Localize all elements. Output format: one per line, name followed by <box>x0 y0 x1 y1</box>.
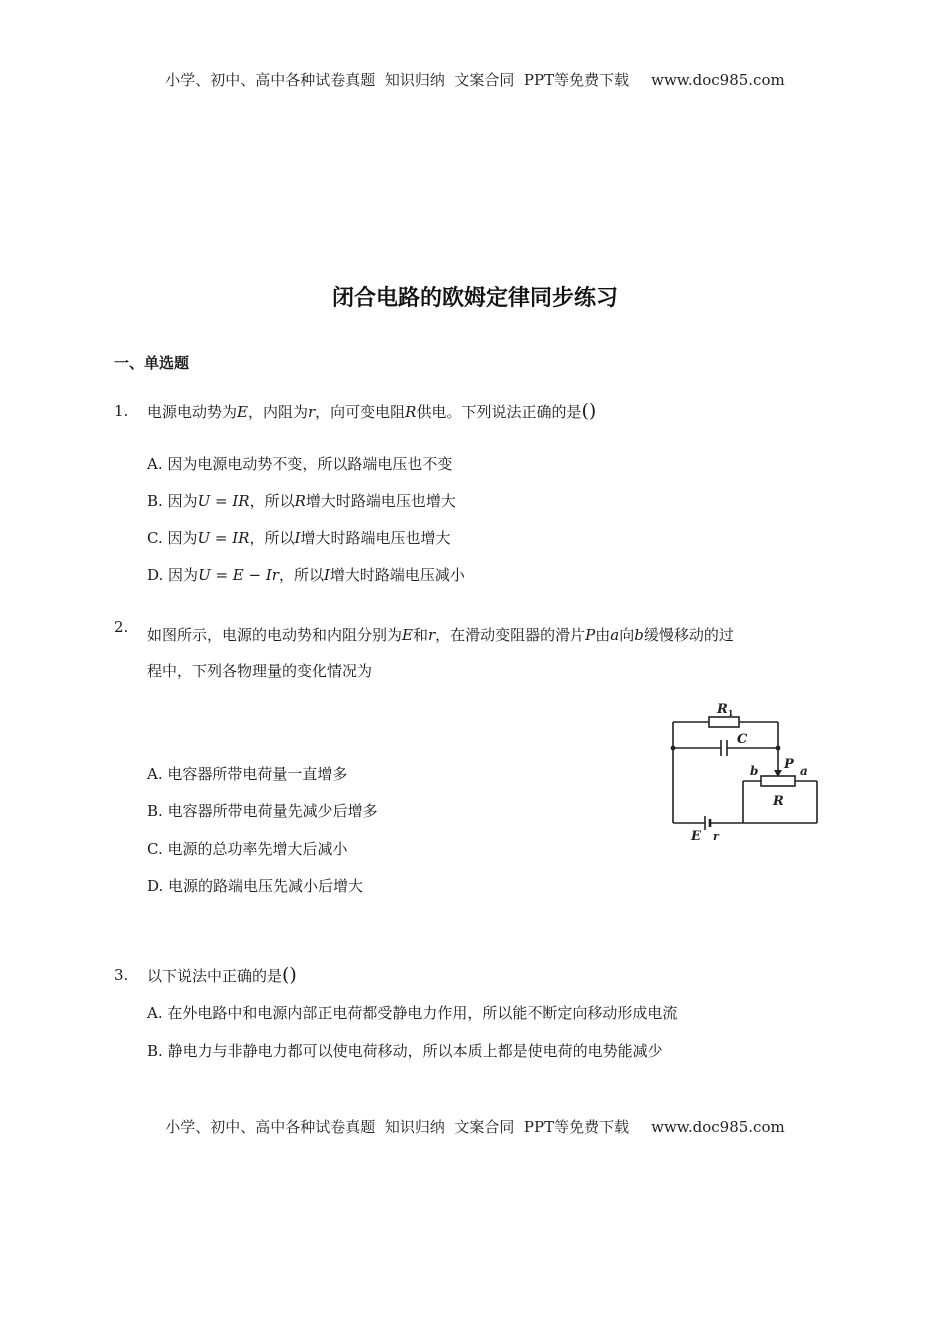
resistor-r1 <box>709 717 739 727</box>
label-r-internal: r <box>713 830 719 843</box>
q1-number: 1. <box>114 402 129 420</box>
q3-option-a[interactable]: A. 在外电路中和电源内部正电荷都受静电力作用，所以能不断定向移动形成电流 <box>147 1004 678 1022</box>
label-p: P <box>784 757 794 772</box>
label-r1: $R_1$ <box>717 702 734 718</box>
q3-number: 3. <box>114 966 129 984</box>
label-c: C <box>737 732 748 747</box>
q1-option-c[interactable]: C. 因为U = IR，所以I增大时路端电压也增大 <box>147 529 451 547</box>
label-r: R <box>773 794 784 809</box>
rheostat-r <box>761 776 795 786</box>
footer-text: 小学、初中、高中各种试卷真题 知识归纳 文案合同 PPT等免费下载 <box>165 1118 630 1136</box>
q1-stem: 电源电动势为E，内阻为r，向可变电阻R供电。下列说法正确的是() <box>147 400 597 422</box>
q2-option-c[interactable]: C. 电源的总功率先增大后减小 <box>147 840 348 858</box>
junction-left <box>671 746 676 751</box>
label-b: b <box>750 764 759 778</box>
junction-right <box>776 746 781 751</box>
q3-stem: 以下说法中正确的是() <box>147 964 297 986</box>
q2-stem: 如图所示，电源的电动势和内阻分别为E和r，在滑动变阻器的滑片P由a向b缓慢移动的过 程中，下列各物理量的变化情况为 <box>147 626 734 680</box>
q2-option-b[interactable]: B. 电容器所带电荷量先减少后增多 <box>147 802 378 820</box>
page-footer <box>0 1116 950 1137</box>
q3-option-b[interactable]: B. 静电力与非静电力都可以使电荷移动，所以本质上都是使电荷的电势能减少 <box>147 1042 663 1060</box>
section-heading: 一、单选题 <box>114 354 190 372</box>
q1-option-b[interactable]: B. 因为U = IR，所以R增大时路端电压也增大 <box>147 492 456 510</box>
label-a: a <box>800 764 808 778</box>
q2-number: 2. <box>114 618 129 636</box>
q2-option-d[interactable]: D. 电源的路端电压先减小后增大 <box>147 877 364 895</box>
header-text: 小学、初中、高中各种试卷真题 知识归纳 文案合同 PPT等免费下载 <box>165 71 630 89</box>
page-title: 闭合电路的欧姆定律同步练习 <box>331 286 618 311</box>
footer-site-link[interactable]: www.doc985.com <box>651 1118 785 1136</box>
page-header <box>0 69 950 90</box>
label-e: E <box>691 829 701 844</box>
q1-option-d[interactable]: D. 因为U = E − Ir，所以I增大时路端电压减小 <box>147 566 465 584</box>
header-site-link[interactable]: www.doc985.com <box>651 71 785 89</box>
q1-option-a[interactable]: A. 因为电源电动势不变，所以路端电压也不变 <box>147 455 453 473</box>
circuit-diagram <box>665 700 825 848</box>
q2-option-a[interactable]: A. 电容器所带电荷量一直增多 <box>147 765 348 783</box>
